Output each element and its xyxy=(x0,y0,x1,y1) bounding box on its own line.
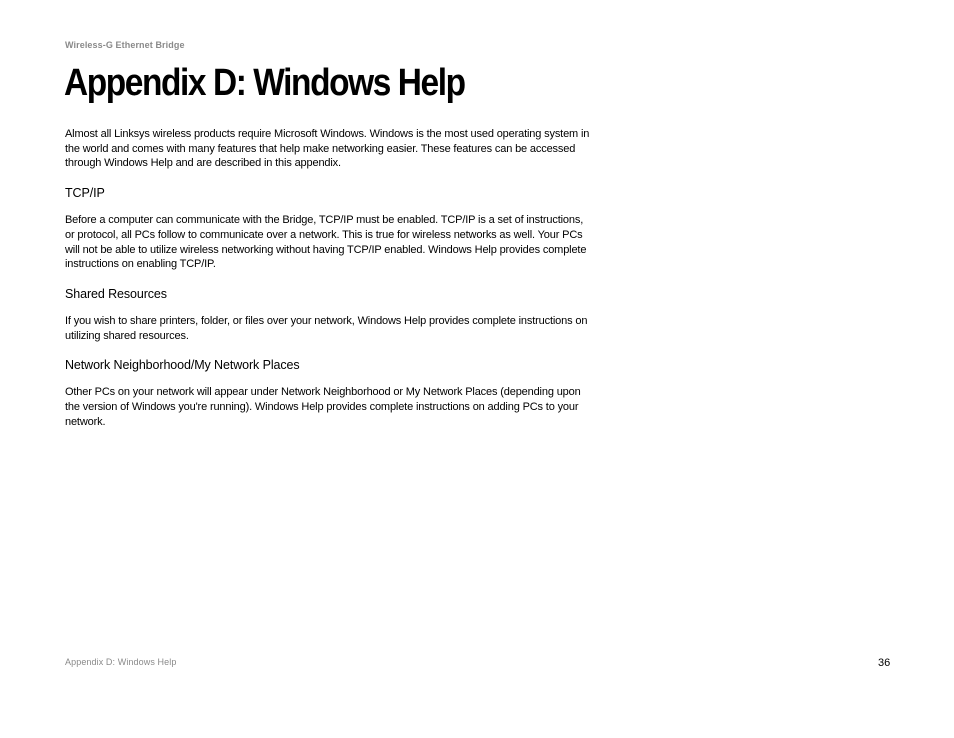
page-number: 36 xyxy=(878,657,891,669)
section-tcp-ip xyxy=(65,185,590,272)
page-title: Appendix D: Windows Help xyxy=(64,62,465,104)
running-header: Wireless-G Ethernet Bridge xyxy=(65,40,185,50)
section-shared-resources xyxy=(65,286,590,343)
section-heading: Shared Resources xyxy=(65,286,167,301)
running-footer: Appendix D: Windows Help xyxy=(65,657,177,667)
section-network-neighborhood xyxy=(65,357,590,429)
section-paragraph: If you wish to share printers, folder, or files over your network, Windows Help provides complete instructions on utilizing shared resources. xyxy=(65,314,588,342)
document-body xyxy=(65,127,590,443)
section-paragraph: Other PCs on your network will appear under Network Neighborhood or My Network Places (depending upon the version of Windows you're running). Windows Help provides complete instructions on adding PCs to your network. xyxy=(65,386,581,428)
intro-paragraph: Almost all Linksys wireless products require Microsoft Windows. Windows is the most used operating system in the world and comes with many features that help make networking easier. These features can be accessed through Windows Help and are described in this appendix. xyxy=(65,128,590,170)
section-heading: Network Neighborhood/My Network Places xyxy=(65,358,300,373)
section-paragraph: Before a computer can communicate with the Bridge, TCP/IP must be enabled. TCP/IP is a set of instructions, or protocol, all PCs follow to communicate over a network. This is true for wireless networks as well. Your PCs will not be able to utilize wireless networking without having TCP/IP enabled. Windows Help provides complete instructions on enabling TCP/IP. xyxy=(65,214,587,271)
section-heading: TCP/IP xyxy=(65,186,105,201)
